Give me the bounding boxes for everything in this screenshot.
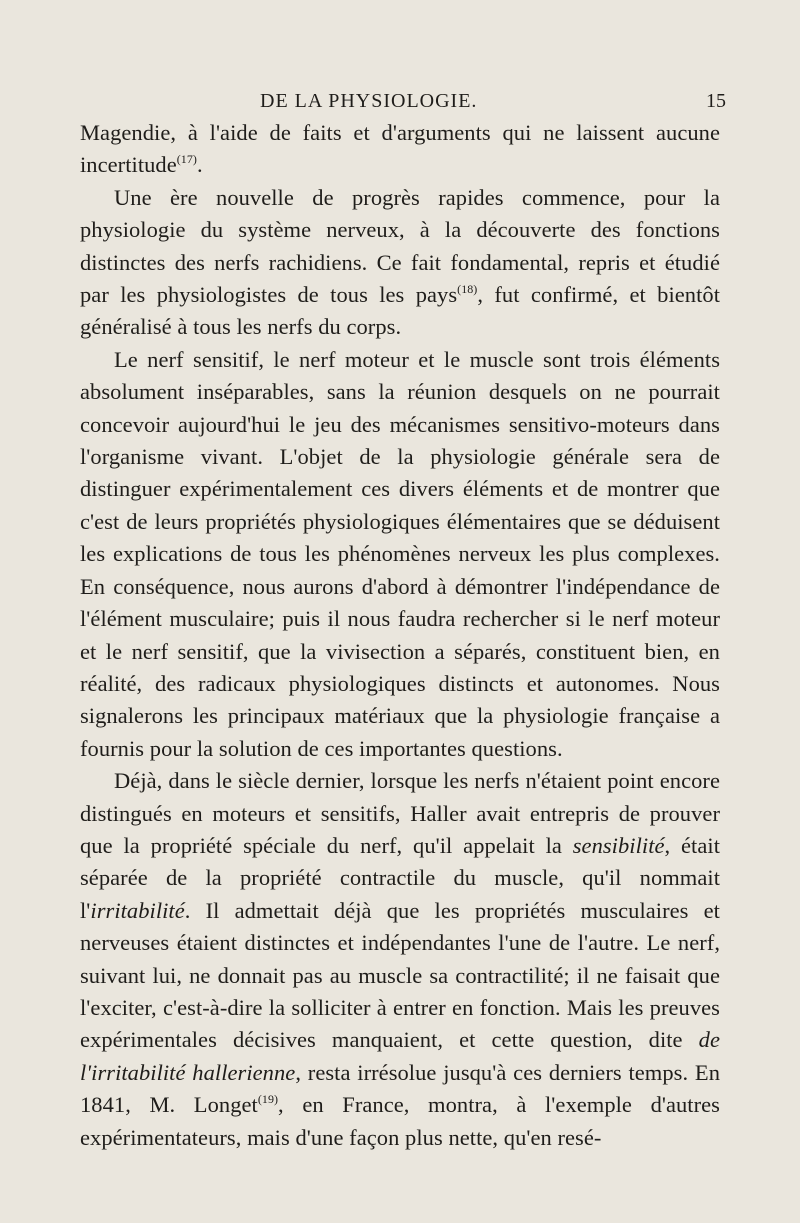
italic-term: sensibilité xyxy=(572,832,665,858)
text-run: Une ère nouvelle de progrès rapides commence, pour la physiologie du système nerveux, à la découverte des fonctions distinctes des nerfs rachidiens. Ce fait fondamental, repris et étudié par les physiologistes de tous les pays xyxy=(80,184,720,308)
italic-term: de l'irritabilité hallerienne xyxy=(80,1027,720,1085)
paragraph xyxy=(80,344,720,765)
italic-term: irritabilité xyxy=(90,897,185,923)
running-head-title: DE LA PHYSIOLOGIE. xyxy=(260,90,478,112)
running-head xyxy=(0,90,800,116)
text-run: , était séparée de la propriété contractile du muscle, qu'il nommait l' xyxy=(80,832,720,923)
text-run: Le nerf sensitif, le nerf moteur et le muscle sont trois éléments absolument inséparables, sans la réunion desquels on ne pourrait concevoir aujourd'hui le jeu des mécanismes sensitivo-moteurs dans l'organisme vivant. L'objet de la physiologie générale sera de distinguer expérimentalement ces divers éléments et de montrer que c'est de leurs propriétés physiologiques élémentaires que se déduisent les explications de tous les phénomènes nerveux les plus complexes. En conséquence, nous aurons d'abord à démontrer l'indépendance de l'élément musculaire; puis il nous faudra rechercher si le nerf moteur et le nerf sensitif, que la vivisection a séparés, constituent bien, en réalité, des radicaux physiologiques distincts et autonomes. Nous signalerons les principaux matériaux que la physiologie française a fournis pour la solution de ces importantes questions. xyxy=(80,346,720,761)
footnote-ref: (19) xyxy=(257,1092,279,1107)
text-run: . xyxy=(196,152,203,178)
paragraph xyxy=(80,182,720,344)
page-number: 15 xyxy=(706,90,726,112)
footnote-ref: (17) xyxy=(176,152,197,167)
text-run: , fut confirmé, et bientôt généralisé à tous les nerfs du corps. xyxy=(80,282,720,340)
paragraph xyxy=(80,765,720,1154)
footnote-ref: (18) xyxy=(457,282,478,297)
text-run: Déjà, dans le siècle dernier, lorsque les nerfs n'étaient point encore distingués en moteurs et sensitifs, Haller avait entrepris de prouver que la propriété spéciale du nerf, qu'il appelait la xyxy=(80,768,720,858)
text-run: . Il admettait déjà que les propriétés musculaires et nerveuses étaient distinctes et indépendantes l'une de l'autre. Le nerf, suivant lui, ne donnait pas au muscle sa contractilité; il ne faisait que l'exciter, c'est-à-dire la solliciter à entrer en fonction. Mais les preuves expérimentales décisives manquaient, et cette question, dite xyxy=(80,897,720,1053)
paragraph xyxy=(80,117,720,182)
text-run: , en France, montra, à l'exemple d'autres expérimentateurs, mais d'une façon plus nette, qu'en resé- xyxy=(80,1092,720,1150)
text-run: , resta irrésolue jusqu'à ces derniers temps. En 1841, M. Longet xyxy=(80,1059,720,1118)
text-run: Magendie, à l'aide de faits et d'arguments qui ne laissent aucune incertitude xyxy=(80,120,720,178)
body-text xyxy=(80,117,720,1154)
